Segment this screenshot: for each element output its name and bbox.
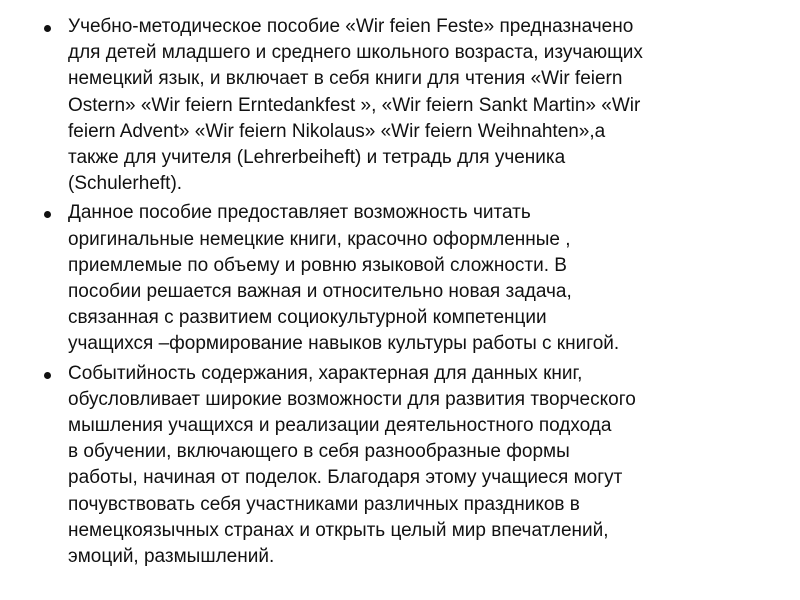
text-line: связанная с развитием социокультурной компетенции xyxy=(68,307,547,329)
text-line: оригинальные немецкие книги, красочно оформленные , xyxy=(68,228,571,250)
bullet-item-opportunity xyxy=(44,200,774,357)
text-line: Данное пособие предоставляет возможность читать xyxy=(68,202,531,224)
text-line: (Schulerheft). xyxy=(68,173,183,195)
text-line: приемлемые по объему и ровню языковой сложности. В xyxy=(68,254,567,276)
bullet-dot-icon xyxy=(44,372,51,379)
text-line: также для учителя (Lehrerbeiheft) и тетрадь для ученика xyxy=(68,147,566,169)
text-line: обусловливает широкие возможности для развития творческого xyxy=(68,388,636,410)
bullet-dot-icon xyxy=(44,211,51,218)
bullet-item-eventfulness xyxy=(44,361,774,571)
bullet-list xyxy=(44,14,774,573)
text-line: почувствовать себя участниками различных праздников в xyxy=(68,493,580,515)
text-line: немецкоязычных странах и открыть целый мир впечатлений, xyxy=(68,519,609,541)
text-line: Событийность содержания, характерная для данных книг, xyxy=(68,362,583,384)
text-line: feiern Advent» «Wir feiern Nikolaus» «Wir feiern Weihnahten»,а xyxy=(68,120,606,142)
text-line: Учебно-методическое пособие «Wir feien Feste» предназначено xyxy=(68,16,634,37)
text-line: эмоций, размышлений. xyxy=(68,546,275,568)
bullet-dot-icon xyxy=(44,25,51,32)
text-line: в обучении, включающего в себя разнообразные формы xyxy=(68,441,570,463)
text-line: немецкий язык, и включает в себя книги для чтения «Wir feiern xyxy=(68,68,623,90)
text-line: учащихся –формирование навыков культуры работы с книгой. xyxy=(68,333,620,355)
text-line: пособии решается важная и относительно новая задача, xyxy=(68,281,572,303)
text-line: Ostern» «Wir feiern Erntedankfest », «Wir feiern Sankt Martin» «Wir xyxy=(68,94,641,116)
text-line: мышления учащихся и реализации деятельностного подхода xyxy=(68,415,612,437)
text-line: для детей младшего и среднего школьного возраста, изучающих xyxy=(68,42,643,64)
bullet-item-description xyxy=(44,14,774,197)
text-line: работы, начиная от поделок. Благодаря этому учащиеся могут xyxy=(68,467,623,489)
